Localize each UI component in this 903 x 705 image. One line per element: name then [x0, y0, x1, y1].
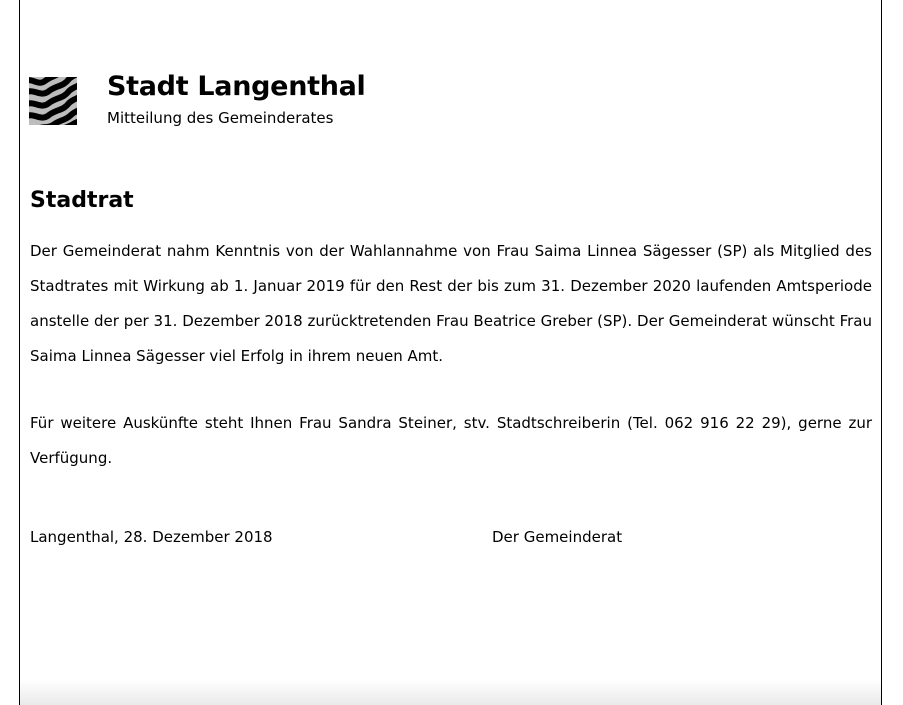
organization-title: Stadt Langenthal	[107, 71, 366, 102]
paragraph-contact: Für weitere Auskünfte steht Ihnen Frau Sandra Steiner, stv. Stadtschreiberin (Tel. 062 916 22 29), gerne zur Verfügung.	[30, 414, 872, 467]
place-date: Langenthal, 28. Dezember 2018	[30, 528, 273, 546]
signature: Der Gemeinderat	[492, 528, 623, 546]
organization-subtitle: Mitteilung des Gemeinderates	[107, 109, 334, 127]
paragraph-announcement: Der Gemeinderat nahm Kenntnis von der Wahlannahme von Frau Saima Linnea Sägesser (SP) als Mitglied des Stadtrates mit Wirkung ab 1. Januar 2019 für den Rest der bis zum 31. Dezember 2020 laufenden Amtsperiode anstelle der per 31. Dezember 2018 zurücktretenden Frau Beatrice Greber (SP). Der Gemeinderat wünscht Frau Saima Linnea Sägesser viel Erfolg in ihrem neuen Amt.	[30, 242, 872, 365]
document-page	[19, 0, 882, 705]
city-logo-icon	[29, 77, 77, 125]
section-heading: Stadtrat	[30, 188, 134, 213]
bottom-shadow	[20, 679, 881, 705]
